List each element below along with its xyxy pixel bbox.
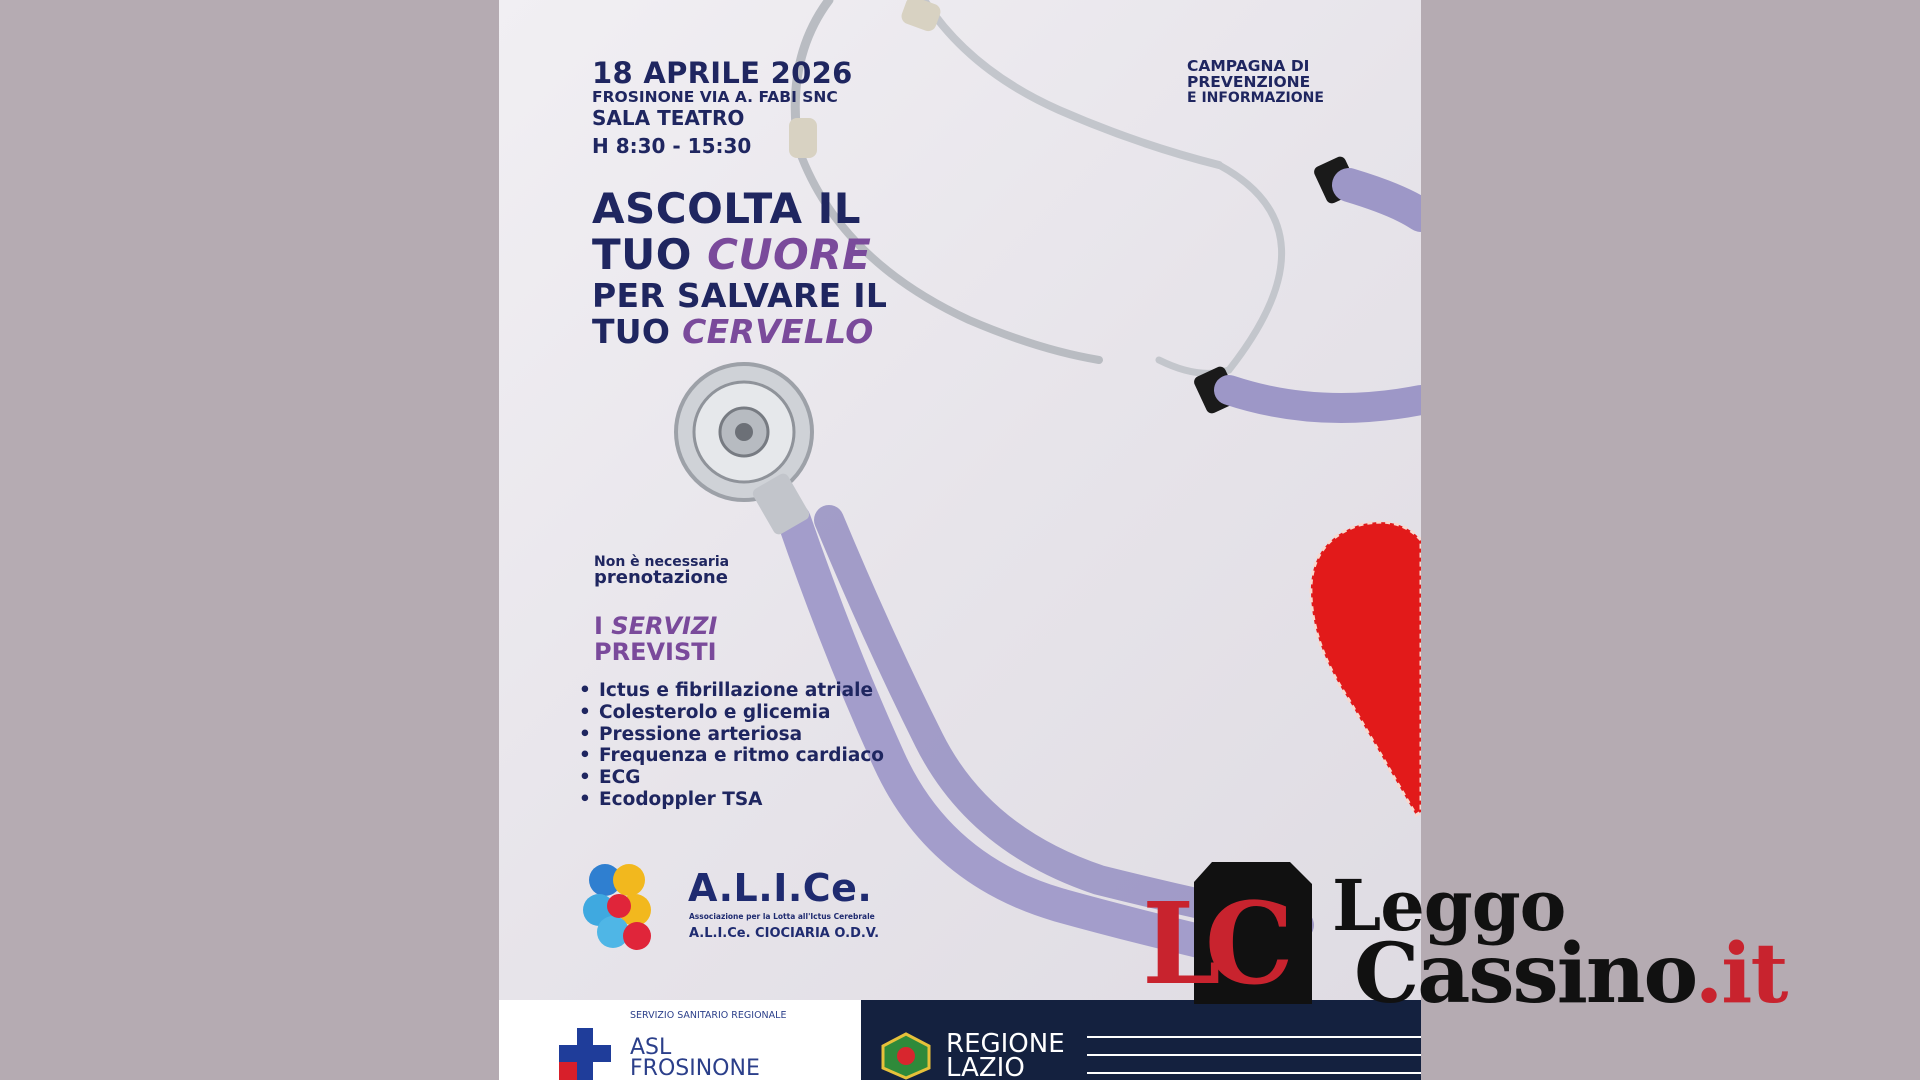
alice-puzzle-logo-icon	[579, 862, 661, 952]
service-item: • Colesterolo e glicemia	[579, 702, 884, 724]
watermark-line-1: Leggo	[1332, 864, 1566, 947]
monogram-text: LC	[1142, 879, 1278, 1008]
booking-line-1: Non è necessaria	[594, 554, 730, 570]
campaign-line-3: E INFORMAZIONE	[1187, 90, 1324, 106]
alice-subtitle: Associazione per la Lotta all'Ictus Cerebrale	[689, 912, 875, 921]
lc-monogram-logo-icon	[1140, 858, 1330, 1008]
decorative-lines	[1087, 1036, 1421, 1080]
booking-line-2: prenotazione	[594, 567, 728, 588]
service-item: • ECG	[579, 767, 884, 789]
alice-name: A.L.I.Ce.	[688, 866, 873, 910]
campaign-label	[1187, 58, 1324, 106]
alice-branch: A.L.I.Ce. CIOCIARIA O.D.V.	[689, 926, 880, 941]
services-list	[579, 680, 884, 811]
service-item: • Ictus e fibrillazione atriale	[579, 680, 884, 702]
medical-cross-icon	[559, 1028, 615, 1080]
event-hours: H 8:30 - 15:30	[592, 134, 752, 158]
regione-lazio-emblem-icon	[879, 1032, 933, 1080]
regione-name: REGIONE LAZIO	[946, 1029, 1065, 1080]
headline-line-4: TUO CERVELLO	[592, 312, 874, 351]
event-address: FROSINONE VIA A. FABI SNC	[592, 88, 838, 106]
headline-accent-cervello: CERVELLO	[682, 312, 874, 351]
headline	[592, 186, 887, 350]
headline-line-1: ASCOLTA IL	[592, 184, 861, 233]
services-title: I SERVIZI PREVISTI	[594, 612, 718, 666]
event-venue: SALA TEATRO	[592, 106, 745, 130]
service-item: • Frequenza e ritmo cardiaco	[579, 745, 884, 767]
asl-footer	[499, 1000, 861, 1080]
service-item: • Ecodoppler TSA	[579, 789, 884, 811]
ssr-label: SERVIZIO SANITARIO REGIONALE	[630, 1010, 787, 1021]
campaign-line-1: CAMPAGNA DI	[1187, 57, 1310, 75]
headline-line-2: TUO CUORE	[592, 230, 872, 279]
campaign-line-2: PREVENZIONE	[1187, 73, 1311, 91]
event-date: 18 APRILE 2026	[592, 56, 853, 90]
headline-accent-cuore: CUORE	[707, 230, 872, 279]
watermark-line-2: Cassino.it	[1354, 926, 1787, 1022]
service-item: • Pressione arteriosa	[579, 724, 884, 746]
booking-note	[594, 555, 729, 587]
asl-name: ASL FROSINONE	[630, 1035, 760, 1080]
headline-line-3: PER SALVARE IL	[592, 276, 888, 315]
site-watermark	[1140, 858, 1900, 1022]
